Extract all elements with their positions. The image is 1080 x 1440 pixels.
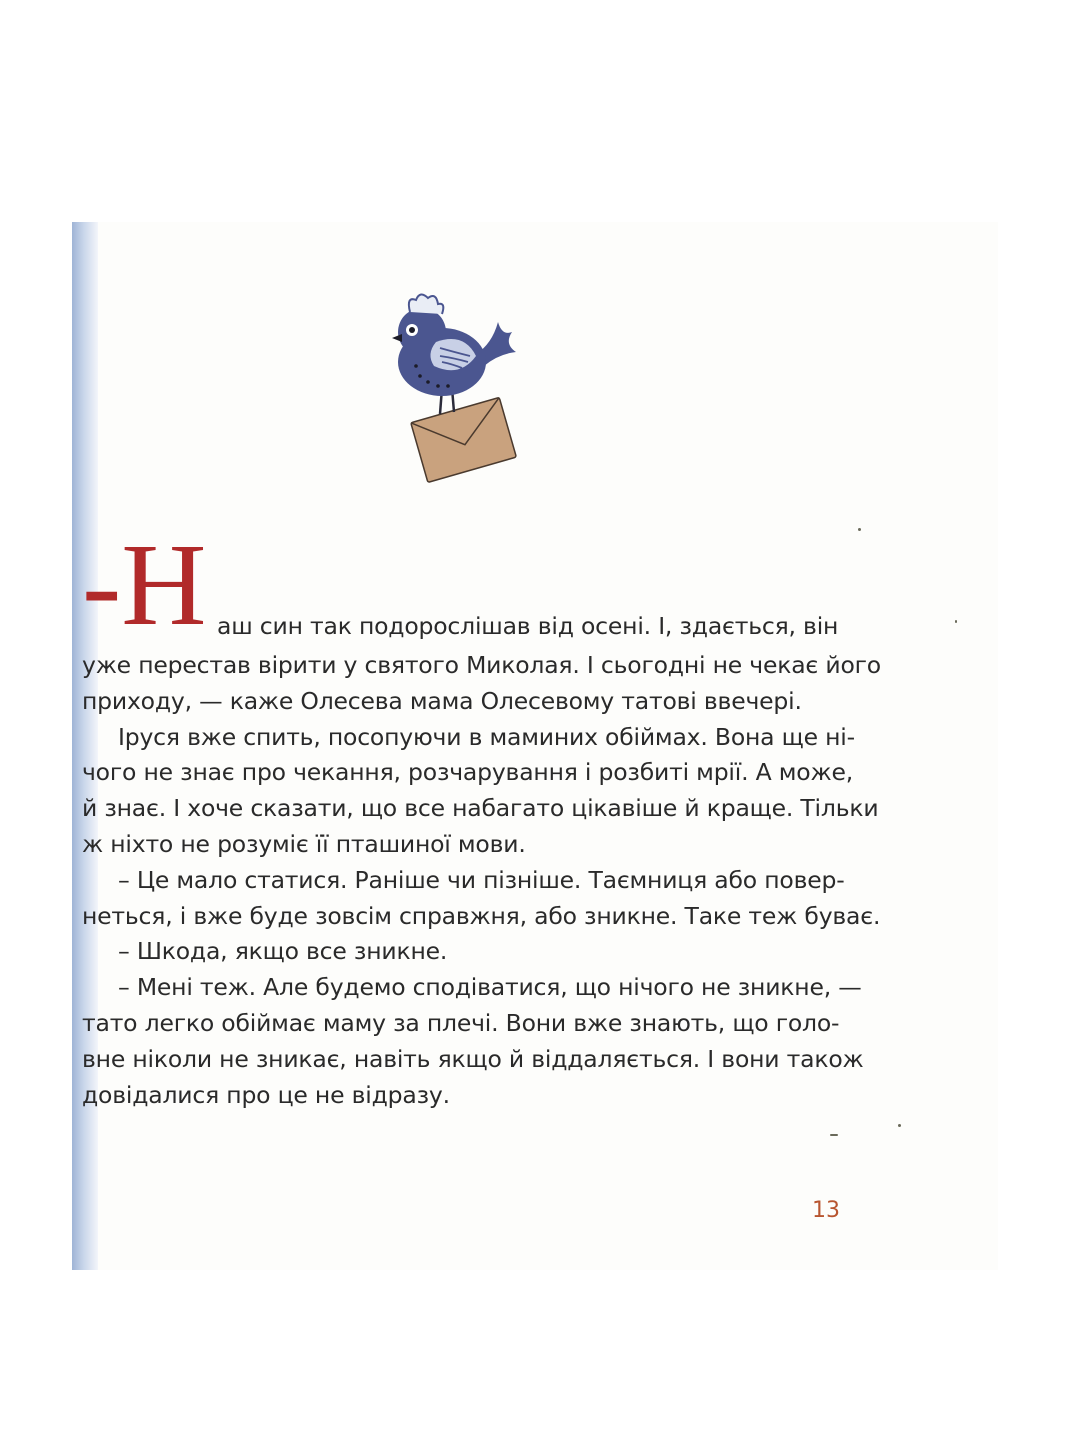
bird-with-envelope-icon — [380, 292, 540, 492]
scan-speck — [830, 1134, 838, 1136]
envelope-icon — [411, 397, 517, 482]
text-line: довідалися про це не відразу. — [82, 1080, 450, 1109]
story-text — [82, 519, 881, 1113]
scan-speck — [898, 1124, 901, 1127]
text-line: й знає. І хоче сказати, що все набагато цікавіше й краще. Тільки — [82, 794, 879, 823]
text-line: чого не знає про чекання, розчарування і розбиті мрії. А може, — [82, 758, 853, 787]
opening-paragraph — [82, 519, 842, 650]
text-line: вне ніколи не зникає, навіть якщо й віддаляється. І вони також — [82, 1044, 864, 1073]
text-line: – Шкода, якщо все зникне. — [118, 937, 448, 966]
text-line: уже перестав вірити у святого Миколая. І сьогодні не чекає його — [82, 651, 881, 679]
drop-cap: -Н — [82, 519, 207, 650]
text-line: приходу, — каже Олесева мама Олесевому татові ввечері. — [82, 686, 802, 715]
text-line: ж ніхто не розуміє її пташиної мови. — [82, 829, 526, 858]
text-line: – Це мало статися. Раніше чи пізніше. Таємниця або повер- — [118, 865, 845, 894]
text-line: тато легко обіймає маму за плечі. Вони вже знають, що голо- — [82, 1008, 840, 1037]
text-line: Іруся вже спить, посопуючи в маминих обіймах. Вона ще ні- — [118, 722, 855, 751]
text-line: неться, і вже буде зовсім справжня, або зникне. Таке теж буває. — [82, 901, 881, 930]
first-line: аш син так подорослішав від осені. І, здається, він — [217, 612, 839, 640]
scan-speck — [955, 620, 957, 623]
text-line: – Мені теж. Але будемо сподіватися, що нічого не зникне, — — [118, 973, 862, 1002]
scan-speck — [858, 528, 861, 531]
page-number: 13 — [812, 1198, 840, 1223]
